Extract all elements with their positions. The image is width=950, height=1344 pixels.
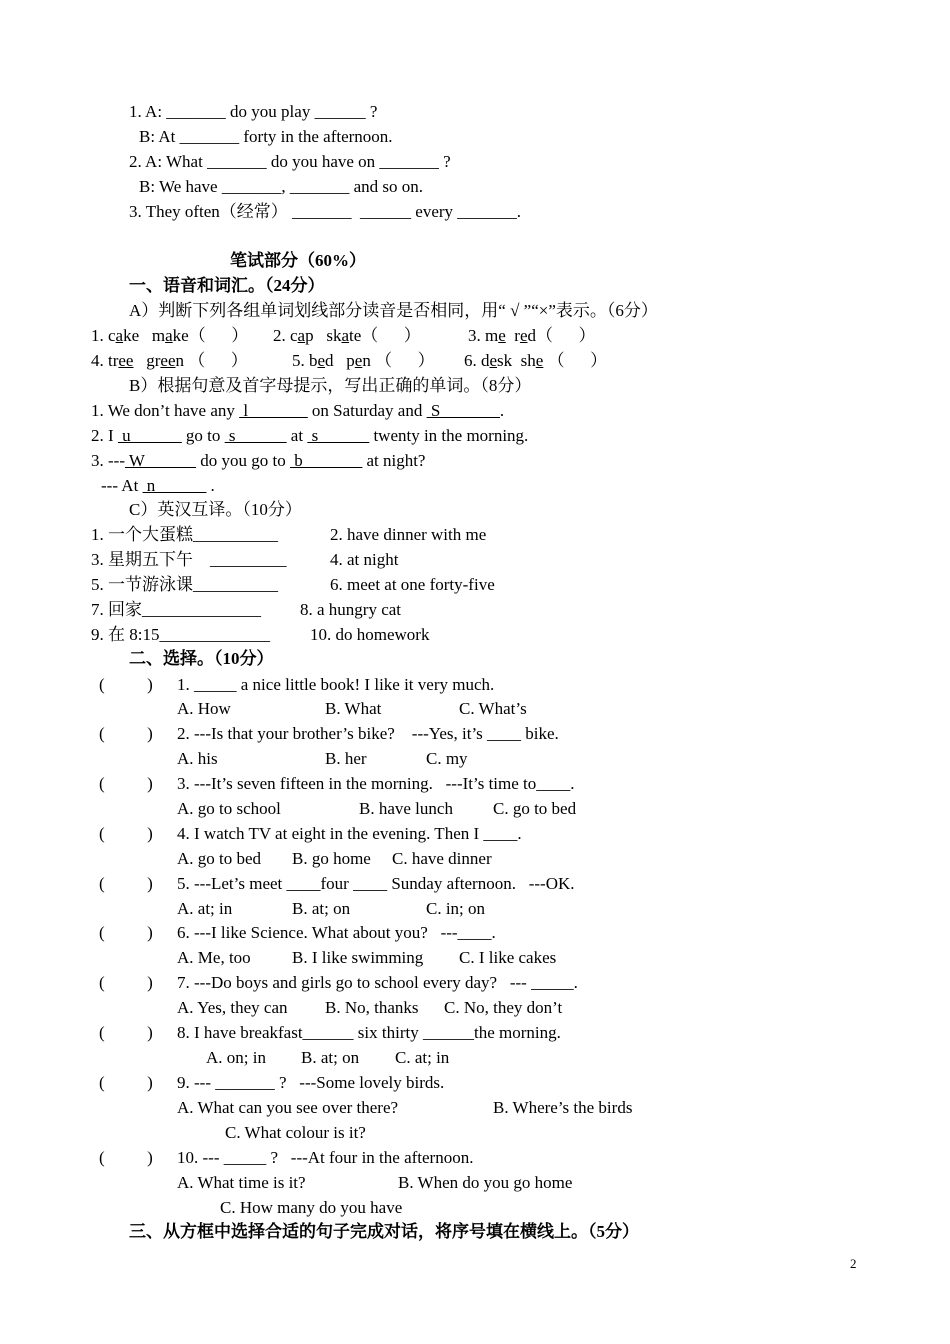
answer-bracket: ( ) [99, 724, 153, 743]
translate-right-4: 4. at night [330, 550, 399, 569]
option-c: C. No, they don’t [444, 998, 563, 1017]
translate-left-9: 9. 在 8:15_____________ [91, 625, 270, 644]
option-c: C. have dinner [392, 849, 492, 868]
translate-left-3: 3. 星期五下午 _________ [91, 550, 287, 569]
section-1-heading: 一、语音和词汇。（24分） [129, 276, 325, 295]
option-a: A. How [177, 699, 231, 718]
option-a: A. on; in [206, 1048, 266, 1067]
fill-word-item-3-reply: --- At n______ . [101, 476, 215, 495]
option-b: B. have lunch [359, 799, 453, 818]
fill-word-item-1: 1. We don’t have any l_______ on Saturday and S_______. [91, 401, 505, 420]
question-6: 6. ---I like Science. What about you? ---____. [177, 923, 496, 942]
option-b: B. at; on [301, 1048, 360, 1067]
option-c: C. I like cakes [459, 948, 557, 967]
part-a-heading: A）判断下列各组单词划线部分读音是否相同，用“ √ ”“×”表示。（6分） [129, 301, 658, 320]
option-b: B. What [325, 699, 382, 718]
option-c: C. my [426, 749, 468, 768]
option-a: A. at; in [177, 899, 233, 918]
phonics-item-6: 6. desk she （ ） [464, 351, 608, 370]
option-b: B. No, thanks [325, 998, 419, 1017]
translate-left-5: 5. 一节游泳课__________ [91, 575, 278, 594]
listening-line-2: B: At _______ forty in the afternoon. [139, 127, 393, 146]
option-c: C. How many do you have [220, 1198, 403, 1217]
translate-right-10: 10. do homework [310, 625, 430, 644]
answer-bracket: ( ) [99, 1023, 153, 1042]
option-b: B. at; on [292, 899, 351, 918]
part-c-heading: C）英汉互译。（10分） [129, 500, 302, 519]
question-10: 10. --- _____ ? ---At four in the afternoon. [177, 1148, 474, 1167]
question-9: 9. --- _______ ? ---Some lovely birds. [177, 1073, 445, 1092]
question-4: 4. I watch TV at eight in the evening. Then I ____. [177, 824, 522, 843]
option-b: B. When do you go home [398, 1173, 573, 1192]
answer-bracket: ( ) [99, 1073, 153, 1092]
question-8: 8. I have breakfast______ six thirty ______the morning. [177, 1023, 561, 1042]
question-2: 2. ---Is that your brother’s bike? ---Yes, it’s ____ bike. [177, 724, 559, 743]
option-b: B. go home [292, 849, 371, 868]
section-3-heading: 三、从方框中选择合适的句子完成对话，将序号填在横线上。（5分） [129, 1222, 639, 1241]
option-c: C. in; on [426, 899, 486, 918]
option-c: C. What’s [459, 699, 527, 718]
listening-line-4: B: We have _______, _______ and so on. [139, 177, 423, 196]
question-1: 1. _____ a nice little book! I like it very much. [177, 675, 495, 694]
translate-left-1: 1. 一个大蛋糕__________ [91, 525, 278, 544]
option-c: C. at; in [395, 1048, 450, 1067]
page-number: 2 [850, 1256, 857, 1271]
written-part-title: 笔试部分（60%） [230, 251, 366, 270]
translate-right-6: 6. meet at one forty-five [330, 575, 495, 594]
listening-line-5: 3. They often（经常） _______ ______ every _______. [129, 202, 522, 221]
listening-line-3: 2. A: What _______ do you have on _______ ? [129, 152, 451, 171]
question-7: 7. ---Do boys and girls go to school every day? --- _____. [177, 973, 578, 992]
fill-word-item-2: 2. I u______ go to s______ at s______ twenty in the morning. [91, 426, 529, 445]
option-a: A. his [177, 749, 218, 768]
part-b-heading: B）根据句意及首字母提示，写出正确的单词。（8分） [129, 376, 532, 395]
question-3: 3. ---It’s seven fifteen in the morning. ---It’s time to____. [177, 774, 575, 793]
translate-right-2: 2. have dinner with me [330, 525, 487, 544]
fill-word-item-3: 3. --- W______ do you go to b_______ at night? [91, 451, 426, 470]
question-5: 5. ---Let’s meet ____four ____ Sunday afternoon. ---OK. [177, 874, 575, 893]
phonics-item-1: 1. cake make（ ） [91, 326, 249, 345]
option-a: A. What can you see over there? [177, 1098, 399, 1117]
translate-right-8: 8. a hungry cat [300, 600, 402, 619]
option-a: A. go to bed [177, 849, 262, 868]
option-a: A. Yes, they can [177, 998, 288, 1017]
answer-bracket: ( ) [99, 923, 153, 942]
phonics-item-5: 5. bed pen （ ） [292, 351, 435, 370]
answer-bracket: ( ) [99, 874, 153, 893]
option-b: B. her [325, 749, 367, 768]
phonics-item-4: 4. tree green （ ） [91, 351, 248, 370]
translate-left-7: 7. 回家______________ [91, 600, 261, 619]
option-b: B. I like swimming [292, 948, 424, 967]
phonics-item-2: 2. cap skate（ ） [273, 326, 421, 345]
option-c: C. What colour is it? [225, 1123, 366, 1142]
option-a: A. What time is it? [177, 1173, 306, 1192]
answer-bracket: ( ) [99, 774, 153, 793]
option-c: C. go to bed [493, 799, 577, 818]
answer-bracket: ( ) [99, 824, 153, 843]
answer-bracket: ( ) [99, 1148, 153, 1167]
option-a: A. go to school [177, 799, 281, 818]
answer-bracket: ( ) [99, 675, 153, 694]
listening-line-1: 1. A: _______ do you play ______ ? [129, 102, 378, 121]
answer-bracket: ( ) [99, 973, 153, 992]
section-2-heading: 二、选择。（10分） [129, 649, 274, 668]
phonics-item-3: 3. me red（ ） [468, 326, 596, 345]
option-b: B. Where’s the birds [493, 1098, 633, 1117]
option-a: A. Me, too [177, 948, 251, 967]
